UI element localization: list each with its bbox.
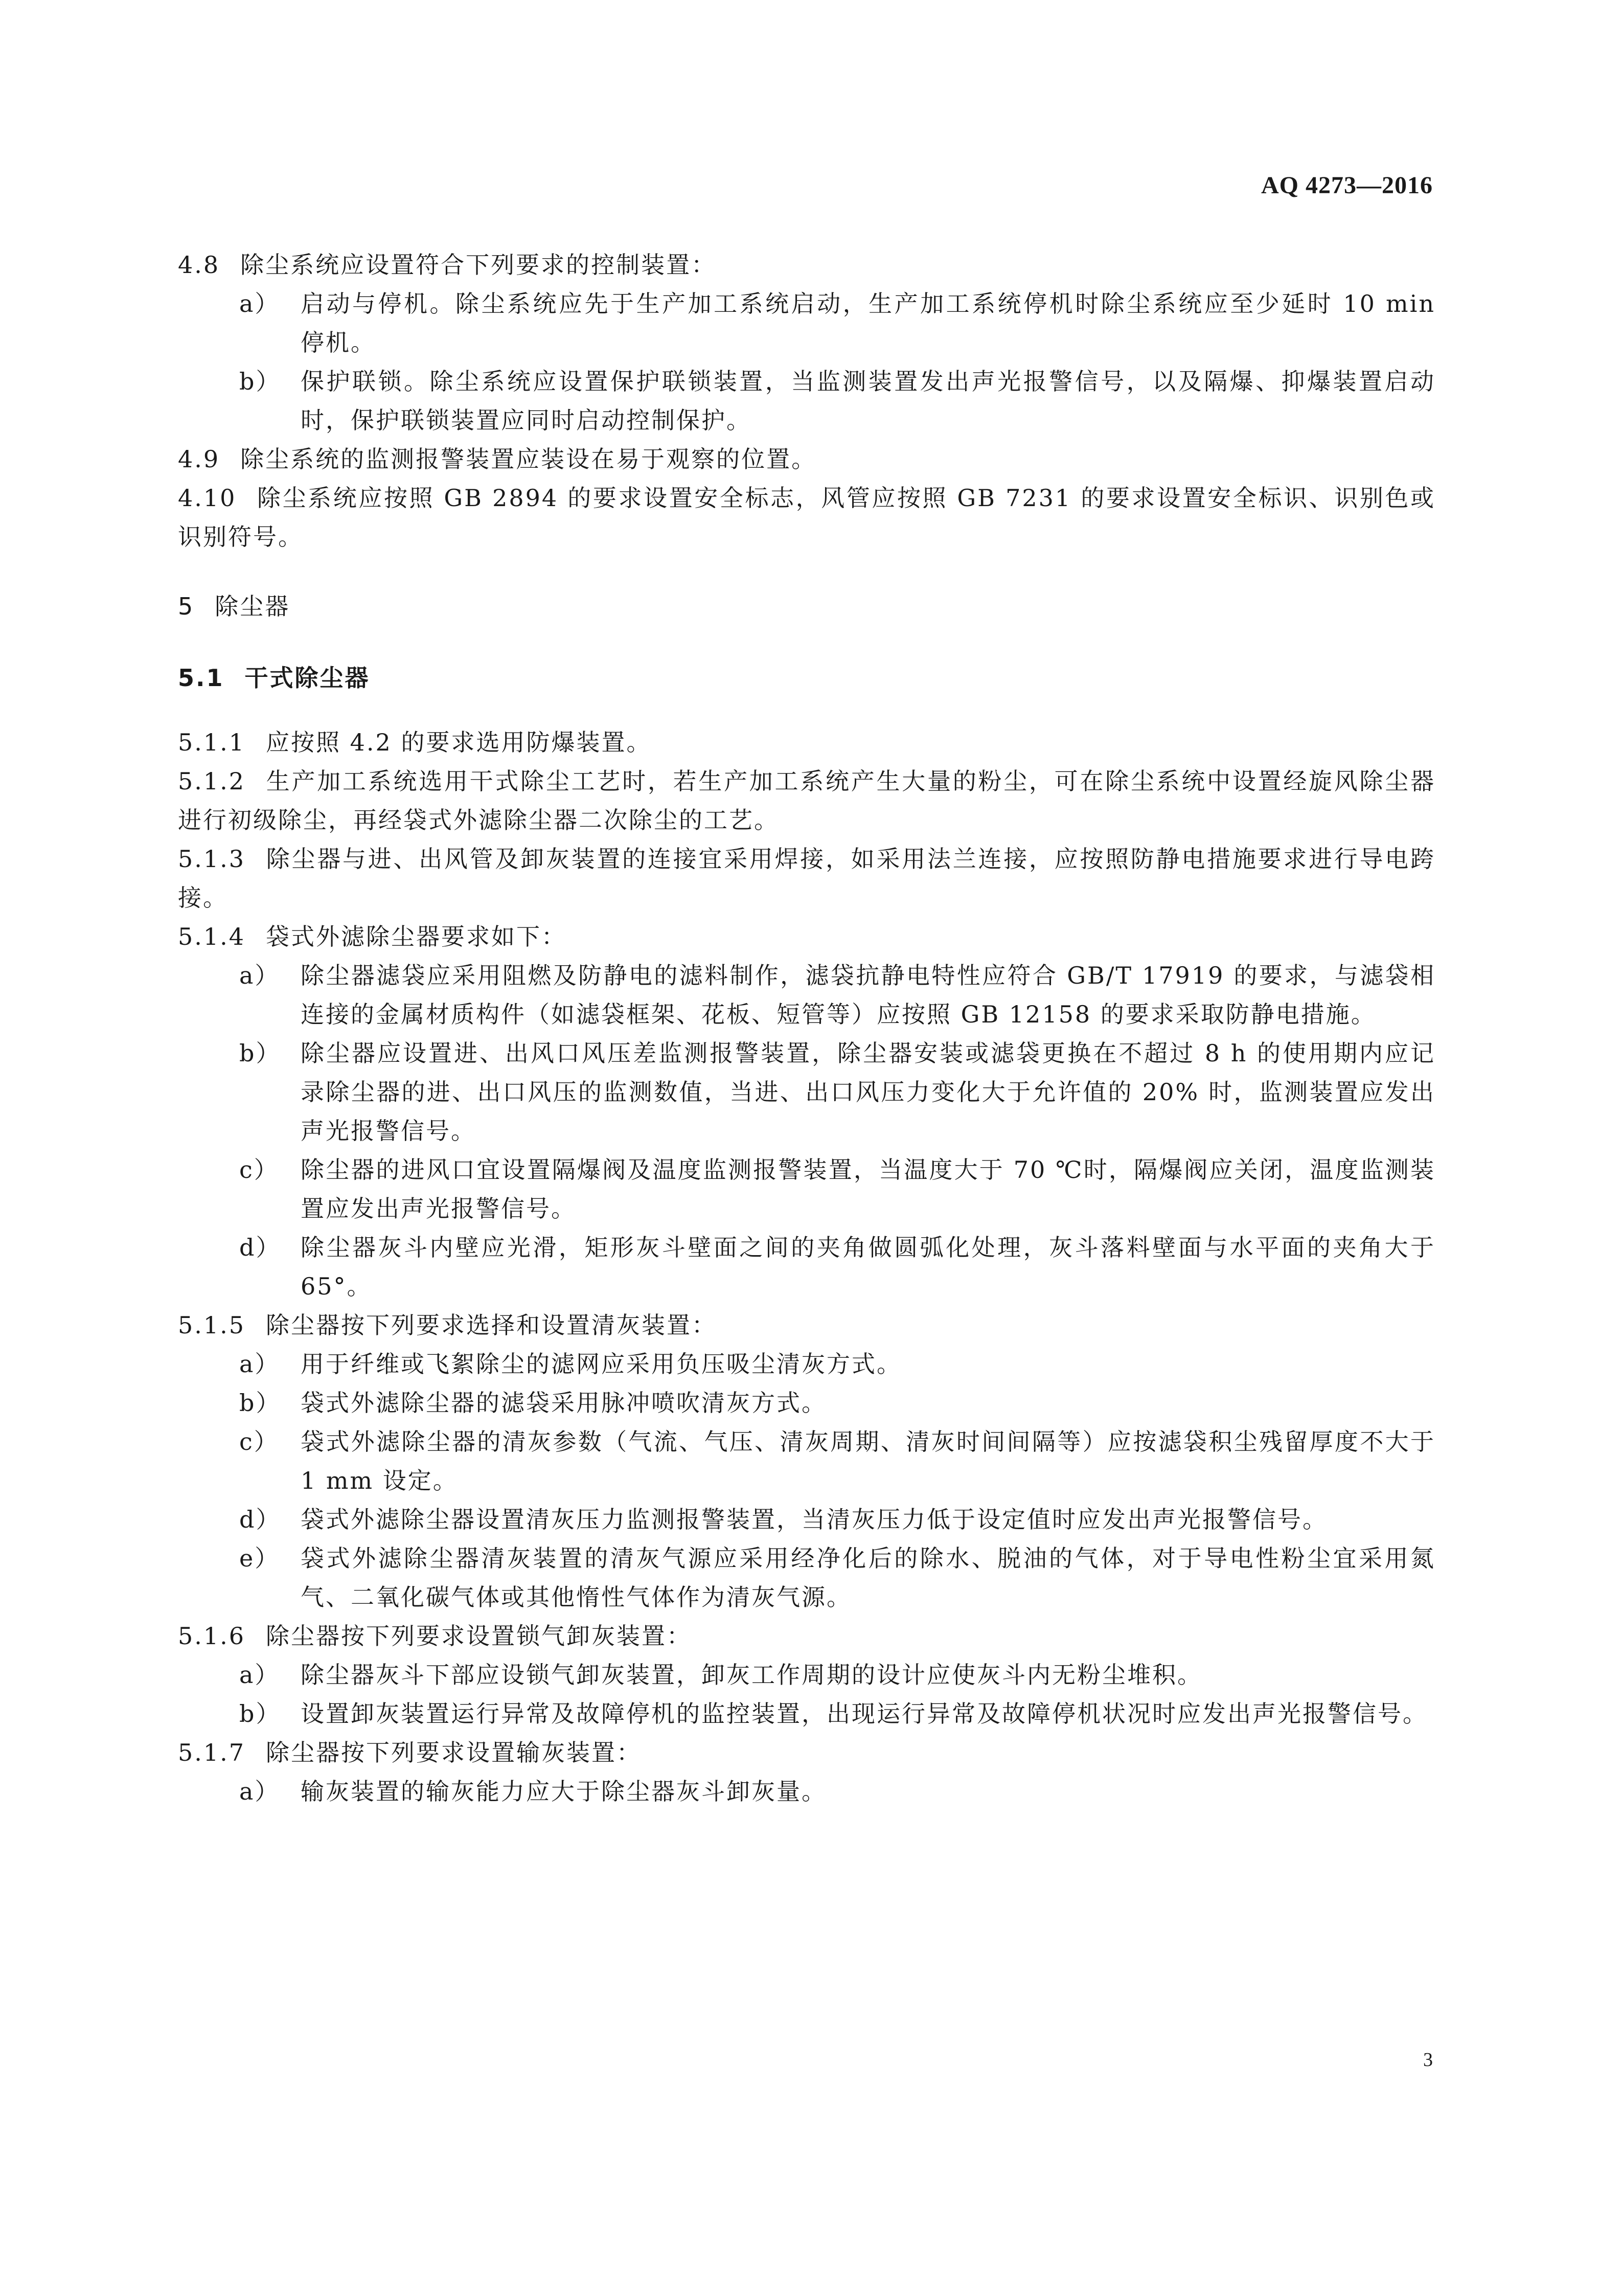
clause-text: 除尘系统应按照 GB 2894 的要求设置安全标志，风管应按照 GB 7231 的要求设置安全标识、识别色或识别符号。 — [178, 484, 1435, 551]
section-heading-5 — [178, 587, 1435, 626]
list-marker: a） — [239, 290, 280, 317]
list-marker: a） — [239, 1778, 280, 1805]
list-item-text: 设置卸灰装置运行异常及故障停机的监控装置，出现运行异常及故障停机状况时应发出声光报警信号。 — [301, 1700, 1428, 1727]
subsection-title: 干式除尘器 — [244, 664, 370, 692]
list-item-text: 除尘器滤袋应采用阻燃及防静电的滤料制作，滤袋抗静电特性应符合 GB/T 17919 的要求，与滤袋相连接的金属材质构件（如滤袋框架、花板、短管等）应按照 GB 12158 的要求采取防静电措施。 — [301, 962, 1435, 1028]
standard-code: AQ 4273—2016 — [1261, 172, 1433, 199]
document-body — [178, 245, 1435, 1811]
clause-4-8 — [178, 245, 1435, 284]
list-marker: c） — [239, 1428, 279, 1456]
clause-5-1-2 — [178, 762, 1435, 839]
list-item — [178, 956, 1435, 1034]
clause-number: 5.1.7 — [178, 1739, 246, 1766]
clause-text: 除尘器与进、出风管及卸灰装置的连接宜采用焊接，如采用法兰连接，应按照防静电措施要求进行导电跨接。 — [178, 845, 1435, 912]
list-marker: d） — [239, 1506, 281, 1533]
clause-text: 除尘系统的监测报警装置应装设在易于观察的位置。 — [240, 445, 817, 473]
list-marker: a） — [239, 1350, 280, 1378]
list-marker: b） — [239, 1389, 281, 1417]
clause-5-1-3 — [178, 839, 1435, 917]
clause-5-1-4 — [178, 917, 1435, 956]
clause-5-1-5 — [178, 1306, 1435, 1345]
clause-text: 除尘器按下列要求设置输灰装置： — [266, 1739, 642, 1766]
list-item — [178, 1228, 1435, 1306]
list-item — [178, 284, 1435, 362]
list-item-text: 袋式外滤除尘器的滤袋采用脉冲喷吹清灰方式。 — [301, 1389, 827, 1417]
clause-5-1-1 — [178, 723, 1435, 762]
clause-4-10 — [178, 479, 1435, 556]
list-item-text: 启动与停机。除尘系统应先于生产加工系统启动，生产加工系统停机时除尘系统应至少延时 10 min 停机。 — [301, 290, 1435, 356]
list-item — [178, 1345, 1435, 1383]
clause-number: 5.1.5 — [178, 1311, 246, 1339]
clause-number: 5.1.4 — [178, 923, 246, 950]
clause-number: 4.9 — [178, 445, 220, 473]
clause-text: 除尘器按下列要求选择和设置清灰装置： — [266, 1311, 717, 1339]
list-item — [178, 362, 1435, 440]
list-marker: b） — [239, 1039, 281, 1067]
list-item-text: 袋式外滤除尘器的清灰参数（气流、气压、清灰周期、清灰时间间隔等）应按滤袋积尘残留厚度不大于 1 mm 设定。 — [301, 1428, 1435, 1494]
clause-number: 5.1.3 — [178, 845, 246, 873]
clause-number: 4.10 — [178, 484, 237, 512]
list-item-text: 保护联锁。除尘系统应设置保护联锁装置，当监测装置发出声光报警信号，以及隔爆、抑爆装置启动时，保护联锁装置应同时启动控制保护。 — [301, 368, 1435, 434]
subsection-number: 5.1 — [178, 664, 224, 692]
list-item — [178, 1772, 1435, 1811]
list-item-text: 除尘器灰斗内壁应光滑，矩形灰斗壁面之间的夹角做圆弧化处理，灰斗落料壁面与水平面的夹角大于 65°。 — [301, 1234, 1435, 1300]
list-item-text: 袋式外滤除尘器设置清灰压力监测报警装置，当清灰压力低于设定值时应发出声光报警信号。 — [301, 1506, 1328, 1533]
list-marker: a） — [239, 962, 280, 989]
clause-number: 5.1.6 — [178, 1622, 246, 1650]
list-item — [178, 1500, 1435, 1539]
clause-4-9 — [178, 440, 1435, 479]
list-item — [178, 1383, 1435, 1422]
list-item — [178, 1539, 1435, 1617]
list-item — [178, 1422, 1435, 1500]
list-item-text: 除尘器灰斗下部应设锁气卸灰装置，卸灰工作周期的设计应使灰斗内无粉尘堆积。 — [301, 1661, 1202, 1689]
list-marker: e） — [239, 1544, 280, 1572]
clause-text: 袋式外滤除尘器要求如下： — [266, 923, 567, 950]
clause-number: 4.8 — [178, 251, 220, 279]
list-marker: c） — [239, 1156, 279, 1184]
clause-text: 除尘系统应设置符合下列要求的控制装置： — [240, 251, 717, 279]
clause-5-1-6 — [178, 1617, 1435, 1655]
clause-number: 5.1.1 — [178, 729, 246, 756]
clause-5-1-7 — [178, 1733, 1435, 1772]
list-item-text: 用于纤维或飞絮除尘的滤网应采用负压吸尘清灰方式。 — [301, 1350, 902, 1378]
clause-number: 5.1.2 — [178, 767, 246, 795]
list-item-text: 除尘器应设置进、出风口风压差监测报警装置，除尘器安装或滤袋更换在不超过 8 h 的使用期内应记录除尘器的进、出口风压的监测数值，当进、出口风压力变化大于允许值的 20% 时，监测装置应发出声光报警信号。 — [301, 1039, 1435, 1145]
list-item-text: 袋式外滤除尘器清灰装置的清灰气源应采用经净化后的除水、脱油的气体，对于导电性粉尘宜采用氮气、二氧化碳气体或其他惰性气体作为清灰气源。 — [301, 1544, 1435, 1611]
list-item — [178, 1034, 1435, 1150]
list-marker: d） — [239, 1234, 281, 1261]
list-item — [178, 1655, 1435, 1694]
section-number: 5 — [178, 593, 195, 620]
list-item — [178, 1150, 1435, 1228]
list-item-text: 输灰装置的输灰能力应大于除尘器灰斗卸灰量。 — [301, 1778, 827, 1805]
list-marker: a） — [239, 1661, 280, 1689]
subsection-heading-5-1 — [178, 658, 1435, 697]
section-title: 除尘器 — [215, 593, 290, 620]
clause-text: 生产加工系统选用干式除尘工艺时，若生产加工系统产生大量的粉尘，可在除尘系统中设置经旋风除尘器进行初级除尘，再经袋式外滤除尘器二次除尘的工艺。 — [178, 767, 1435, 834]
list-marker: b） — [239, 1700, 281, 1727]
clause-text: 应按照 4.2 的要求选用防爆装置。 — [266, 729, 652, 756]
page-number: 3 — [1423, 2049, 1433, 2071]
list-item-text: 除尘器的进风口宜设置隔爆阀及温度监测报警装置，当温度大于 70 ℃时，隔爆阀应关闭，温度监测装置应发出声光报警信号。 — [301, 1156, 1435, 1222]
clause-text: 除尘器按下列要求设置锁气卸灰装置： — [266, 1622, 692, 1650]
list-item — [178, 1694, 1435, 1733]
list-marker: b） — [239, 368, 281, 395]
